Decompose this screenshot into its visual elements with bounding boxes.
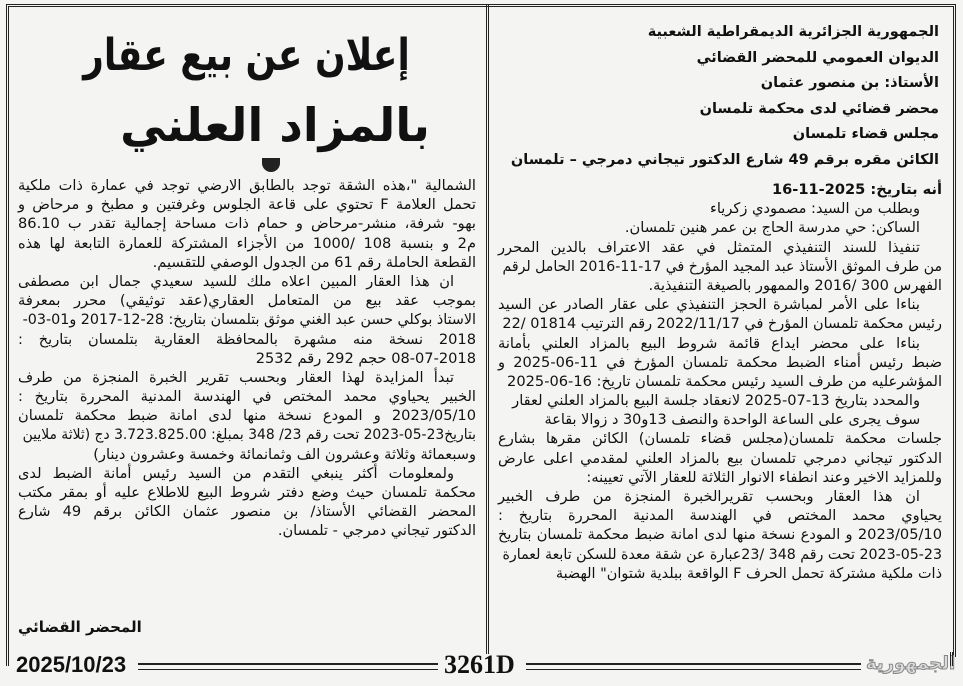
text-line: جلسات محكمة تلمسان(مجلس قضاء تلمسان) الكائن مقرها بشارع [498,430,942,448]
text-line: بناءا على الأمر لمباشرة الحجز التنفيذي على عقار الصادر عن السيد [498,296,920,314]
text-line: وللمزايد الاخير وعند انطفاء الانوار الثلاثة للعقار الآتي تعيينه: [586,468,942,486]
header-line: الديوان العمومي للمحضر القضائي [696,49,939,66]
text-line: تبدأ المزايدة لهذا العقار وبحسب تقرير الخبرة المنجزة من طرف [18,368,454,386]
text-line: ذات ملكية مشتركة تحمل الحرف F الواقعة ببلدية شتوان" الهضبة [555,564,942,582]
text-line: سوف يجرى على الساعة الواحدة والنصف 13و30 د زوالا بقاعة [544,411,921,429]
text-line: رئيس محكمة تلمسان المؤرخ في 2022/11/17 رقم الترتيب 01814 /22 [502,315,942,333]
text-line: محكمة تلمسان حيث وضع دفتر شروط البيع للاطلاع عليه أو بمقر مكتب [18,484,476,501]
notice-title-line1: إعلان عن بيع عقار [83,30,410,81]
right-text-column [498,180,942,583]
text-line: المحضر القضائي الأستاذ/ بن منصور عثمان الكائن برقم 49 شارع [18,503,476,521]
text-line: وبطلب من السيد: مصمودي زكرياء [709,200,920,218]
signature-label: المحضر القضائي [18,618,142,636]
text-line: القطعة الحاملة رقم 61 من الجدول الوصفي للتقسيم. [152,253,476,271]
text-line: الخبير يحياوي محمد المختص في الهندسة المدنية المحررة بتاريخ : [18,388,476,406]
header-line: الكائن مقره برقم 49 شارع الدكتور تيجاني دمرجي – تلمسان [510,151,939,168]
text-line: ضبط رئيس أمناء الضبط محكمة تلمسان المؤرخ في 11-06-2025 و [498,353,942,371]
footer-rule [526,663,861,670]
text-line: بموجب عقد بيع من المتعامل العقاري(عقد توثيقي) محرر بمعرفة [18,292,476,310]
text-line: ولمعلومات أكثر ينبغي التقدم من السيد رئيس أمانة الضبط لدى [18,464,454,482]
text-line: 2023/05/10 و المودع نسخة منها لدى امانة ضبط محكمة تلمسان بتاريخ [498,526,942,544]
text-line: م2 و بنسبة 108 /1000 من الأجزاء المشتركة للعمارة التابعة لها هذه [18,234,476,252]
page-footer [6,652,956,678]
text-line: والمحدد بتاريخ 13-07-2025 لانعقاد جلسة البيع بالمزاد العلني لعقار [512,392,920,410]
text-line: 2023-05-23 تحت رقم 348 /23عبارة عن شقة معدة للسكن تابعة لعمارة [502,545,942,563]
text-line: ان هذا العقار المبين اعلاه ملك للسيد سعيدي جمال ابن مصطفى [18,272,454,290]
header-line: محضر قضائي لدى محكمة تلمسان [699,100,939,117]
notice-title-line2: بالمزاد العلني [120,98,430,152]
text-line: أنه بتاريخ: 2025-11-16 [771,181,942,198]
text-line: تحمل العلامة F تحتوي على قاعة الجلوس وغرفتين و مطبخ و مرحاض و [18,196,476,214]
text-line: 08-07-2018 حجم 292 رقم 2532 [255,349,476,367]
footer-issue-number: 3261D [444,650,515,679]
text-line: بهو- شرفة، منشر-مرحاض و حمام ذات مساحة إجمالية تقدر ب 86.10 [18,215,476,233]
text-line: الدكتور تيجاني دمرجي - تلمسان. [277,522,476,540]
text-line: ان هذا العقار وبحسب تقريرالخبرة المنجزة من طرف الخبير [498,488,920,505]
header-line: الأستاذ: بن منصور عثمان [760,75,939,91]
left-text-column [18,176,476,541]
footer-corner [950,652,956,666]
header-line: مجلس قضاء تلمسان [792,126,939,142]
header-line: الجمهورية الجزائرية الديمقراطية الشعبية [647,24,939,40]
text-line: الدكتور تيجاني دمرجي تلمسان بيع بالمزاد العلني لمقدمي اعلى عارض [498,449,942,467]
text-line: 2018 نسخة منه مشهرة بالمحافظة العقارية بتلمسان بتاريخ : [18,330,476,348]
newspaper-logo: الجمهورية [866,653,956,674]
text-line: الساكن: حي مدرسة الحاج بن عمر هنين تلمسان. [624,219,920,237]
text-line: 2023/05/10 و المودع نسخة منها لدى امانة ضبط محكمة تلمسان [18,407,476,425]
text-line: يحياوي محمد المختص في الهندسة المدنية المحررة بتاريخ : [498,507,942,525]
footer-rule [138,663,438,670]
text-line: من طرف الموثق الأستاذ عبد المجيد المؤرخ في 17-11-2016 الحامل لرقم [502,257,942,275]
text-line: الاستاذ بوكلي حسن عبد الغني موثق بتلمسان بتاريخ: 28-12-2017 و01-03- [22,311,477,329]
footer-date: 2025/10/23 [16,652,127,677]
text-line: المؤشرعليه من طرف السيد رئيس محكمة تلمسان تاريخ: 16-06-2025 [507,372,942,390]
signature-block [18,618,478,636]
footer-corner [6,652,12,666]
text-line: الفهرس 300 /2016 والممهور بالصيغة التنفيذية. [648,276,942,294]
issuer-header [499,20,939,173]
text-line: بناءا على محضر ايداع قائمة شروط البيع بالمزاد العلني بأمانة [498,334,920,352]
text-line: تنفيذا للسند التنفيذي المتمثل في عقد الاعتراف بالدين المحرر [498,238,920,256]
text-line: الشمالية "،هذه الشقة توجد بالطابق الارضي توجد في عمارة ذات ملكية [18,177,476,194]
text-line: بتاريخ23-05-2023 تحت رقم 23/ 348 بمبلغ: 3.723.825.00 دج (ثلاثة ملايين [22,426,476,444]
text-line: وسبعمائة وثلاثة وعشرون الف وثمانمائة وخمسة وعشرون دينار) [93,445,476,463]
